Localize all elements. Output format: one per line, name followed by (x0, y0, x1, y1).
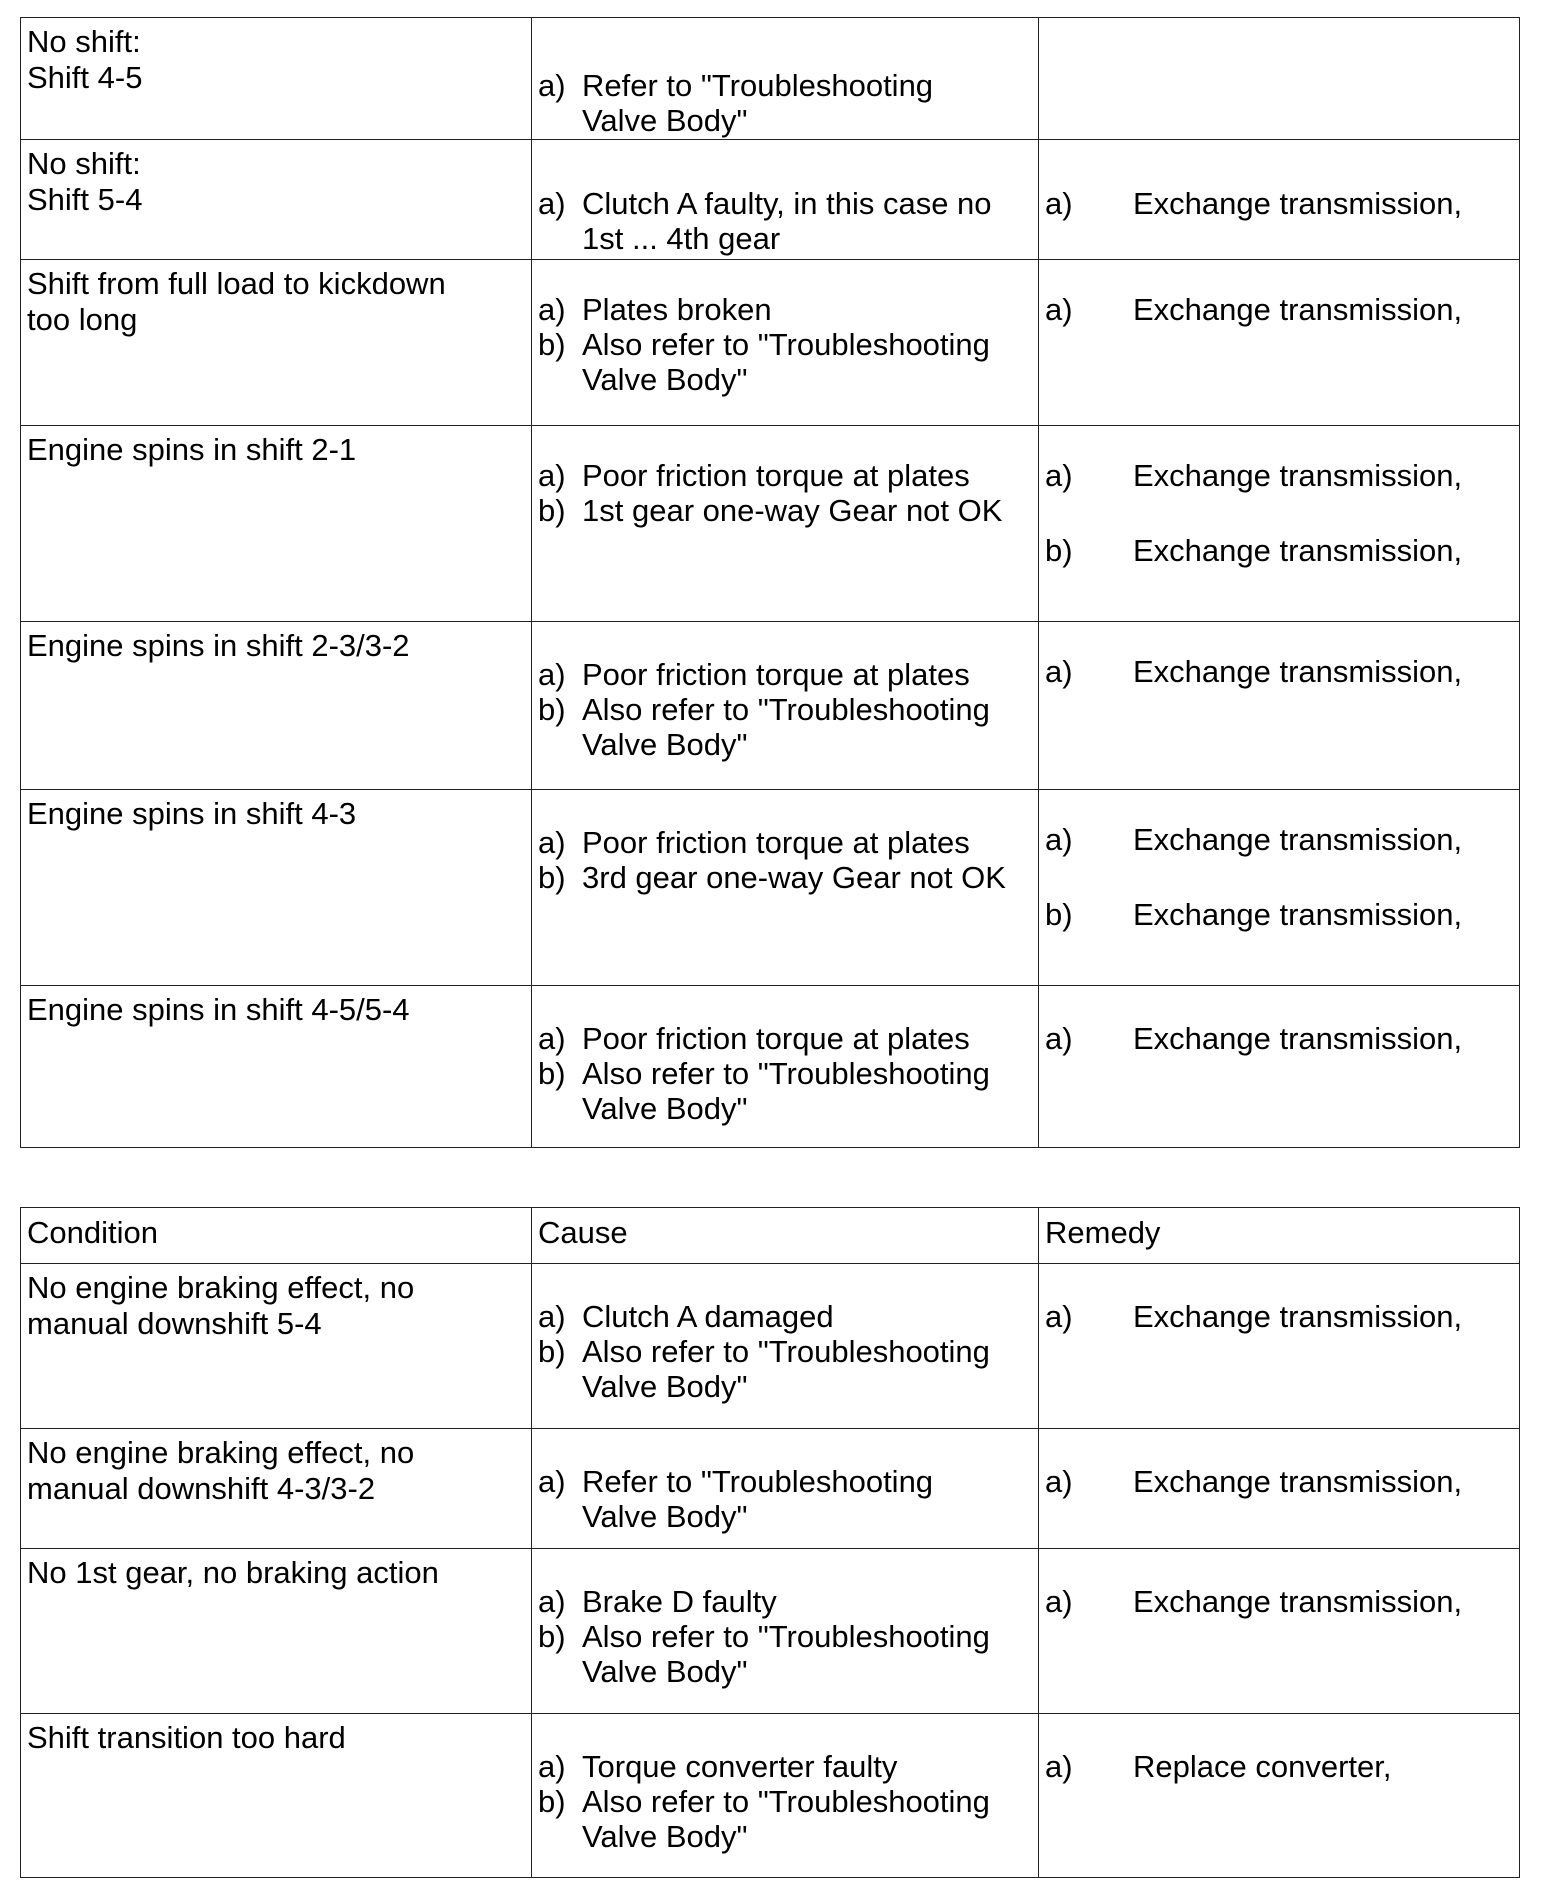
remedy-text: Exchange transmission, (1133, 897, 1463, 932)
remedy-text: Exchange transmission, (1133, 654, 1463, 689)
cause-text: Torque converter faulty (582, 1749, 898, 1784)
cause-text: Refer to "Troubleshooting (582, 1464, 934, 1499)
cause-cell (531, 1714, 1038, 1877)
remedy-item (1045, 186, 1521, 221)
cause-marker: a) (538, 657, 566, 692)
remedy-marker: a) (1045, 186, 1073, 221)
cause-marker: a) (538, 1299, 566, 1334)
cause-text: Refer to "Troubleshooting (582, 68, 934, 103)
table-row (20, 986, 1520, 1148)
cause-text: Clutch A faulty, in this case no (582, 186, 992, 221)
condition-text: Shift transition too hard (27, 1720, 346, 1755)
remedy-text: Exchange transmission, (1133, 1464, 1463, 1499)
cause-item (538, 1619, 1038, 1689)
table-header-row (20, 1208, 1520, 1264)
cause-text: Valve Body" (582, 1819, 748, 1854)
table-row (20, 1264, 1520, 1429)
cause-cell (531, 18, 1038, 139)
cause-text: Also refer to "Troubleshooting (582, 327, 990, 362)
condition-text: too long (27, 302, 138, 337)
cause-cell (531, 1429, 1038, 1548)
cause-marker: a) (538, 68, 566, 103)
table-row (20, 140, 1520, 260)
cause-text: Clutch A damaged (582, 1299, 834, 1334)
remedy-cell (1038, 1264, 1521, 1428)
cause-text: Poor friction torque at plates (582, 825, 970, 860)
remedy-text: Exchange transmission, (1133, 1299, 1463, 1334)
cause-cell (531, 260, 1038, 425)
cause-cell (531, 426, 1038, 621)
cause-marker: b) (538, 1619, 566, 1654)
remedy-cell (1038, 18, 1521, 139)
cause-cell (531, 986, 1038, 1147)
cause-marker: a) (538, 1021, 566, 1056)
remedy-marker: a) (1045, 1749, 1073, 1784)
cause-item (538, 327, 1038, 397)
remedy-item (1045, 897, 1521, 932)
cause-item (538, 1299, 1038, 1334)
condition-cell (21, 260, 531, 425)
cause-item (538, 68, 1038, 138)
remedy-item (1045, 292, 1521, 327)
cause-item (538, 186, 1038, 256)
cause-marker: a) (538, 1584, 566, 1619)
cause-text: 1st ... 4th gear (582, 221, 781, 256)
condition-text: Engine spins in shift 2-1 (27, 432, 357, 467)
condition-text: No engine braking effect, no (27, 1435, 415, 1470)
cause-text: Poor friction torque at plates (582, 458, 970, 493)
cause-marker: a) (538, 458, 566, 493)
cause-marker: a) (538, 186, 566, 221)
cause-text: Valve Body" (582, 727, 748, 762)
cause-text: Also refer to "Troubleshooting (582, 1619, 990, 1654)
table-row (20, 18, 1520, 140)
condition-text: manual downshift 4-3/3-2 (27, 1471, 376, 1506)
remedy-text: Exchange transmission, (1133, 1021, 1463, 1056)
condition-text: Shift 5-4 (27, 182, 143, 217)
remedy-text: Exchange transmission, (1133, 533, 1463, 568)
remedy-marker: a) (1045, 654, 1073, 689)
remedy-item (1045, 1749, 1521, 1784)
table-row (20, 790, 1520, 986)
remedy-marker: a) (1045, 1464, 1073, 1499)
condition-cell (21, 1714, 531, 1877)
condition-text: No shift: (27, 24, 141, 59)
cause-text: Brake D faulty (582, 1584, 777, 1619)
remedy-cell (1038, 426, 1521, 621)
remedy-text: Exchange transmission, (1133, 292, 1463, 327)
remedy-text: Exchange transmission, (1133, 458, 1463, 493)
cause-text: 1st gear one-way Gear not OK (582, 493, 1003, 528)
cause-marker: a) (538, 825, 566, 860)
cause-marker: a) (538, 1749, 566, 1784)
cause-text: Plates broken (582, 292, 772, 327)
cause-item (538, 860, 1038, 895)
cause-item (538, 1056, 1038, 1126)
remedy-cell (1038, 140, 1521, 259)
header-condition: Condition (27, 1215, 158, 1250)
remedy-item (1045, 654, 1521, 689)
remedy-cell (1038, 622, 1521, 789)
cause-item (538, 1334, 1038, 1404)
remedy-marker: b) (1045, 897, 1073, 932)
cause-item (538, 1784, 1038, 1854)
cause-marker: b) (538, 860, 566, 895)
remedy-text: Replace converter, (1133, 1749, 1392, 1784)
remedy-cell (1038, 986, 1521, 1147)
remedy-text: Exchange transmission, (1133, 186, 1463, 221)
cause-item (538, 1749, 1038, 1784)
troubleshooting-table-2 (20, 1207, 1520, 1878)
table-row (20, 1549, 1520, 1714)
cause-text: Also refer to "Troubleshooting (582, 1784, 990, 1819)
table-row (20, 622, 1520, 790)
condition-text: Engine spins in shift 2-3/3-2 (27, 628, 410, 663)
remedy-cell (1038, 790, 1521, 985)
condition-cell (21, 426, 531, 621)
remedy-item (1045, 1299, 1521, 1334)
table-row (20, 260, 1520, 426)
header-cause: Cause (531, 1208, 1038, 1263)
remedy-cell (1038, 1429, 1521, 1548)
table-row (20, 1429, 1520, 1549)
cause-text: Valve Body" (582, 1091, 748, 1126)
condition-text: Shift 4-5 (27, 60, 143, 95)
cause-cell (531, 1549, 1038, 1713)
remedy-cell (1038, 1549, 1521, 1713)
remedy-marker: a) (1045, 1299, 1073, 1334)
cause-cell (531, 1264, 1038, 1428)
remedy-cell (1038, 1714, 1521, 1877)
cause-text: Valve Body" (582, 1369, 748, 1404)
cause-marker: b) (538, 1784, 566, 1819)
condition-cell (21, 986, 531, 1147)
condition-cell (21, 1264, 531, 1428)
remedy-marker: a) (1045, 1021, 1073, 1056)
cause-text: Poor friction torque at plates (582, 1021, 970, 1056)
condition-cell (21, 790, 531, 985)
cause-text: Also refer to "Troubleshooting (582, 1056, 990, 1091)
condition-text: No 1st gear, no braking action (27, 1555, 439, 1590)
header-remedy: Remedy (1038, 1208, 1521, 1263)
cause-item (538, 458, 1038, 493)
cause-text: Also refer to "Troubleshooting (582, 692, 990, 727)
condition-cell (21, 18, 531, 139)
cause-marker: b) (538, 493, 566, 528)
table-row (20, 1714, 1520, 1878)
cause-item (538, 493, 1038, 528)
condition-cell (21, 622, 531, 789)
cause-marker: a) (538, 1464, 566, 1499)
remedy-cell (1038, 260, 1521, 425)
cause-cell (531, 790, 1038, 985)
remedy-marker: b) (1045, 533, 1073, 568)
remedy-marker: a) (1045, 292, 1073, 327)
remedy-text: Exchange transmission, (1133, 1584, 1463, 1619)
condition-cell (21, 1429, 531, 1548)
condition-text: Shift from full load to kickdown (27, 266, 446, 301)
cause-text: 3rd gear one-way Gear not OK (582, 860, 1006, 895)
cause-cell (531, 140, 1038, 259)
cause-item (538, 657, 1038, 692)
remedy-item (1045, 822, 1521, 857)
condition-text: manual downshift 5-4 (27, 1306, 322, 1341)
remedy-marker: a) (1045, 1584, 1073, 1619)
cause-marker: b) (538, 1056, 566, 1091)
cause-text: Valve Body" (582, 362, 748, 397)
cause-item (538, 825, 1038, 860)
cause-marker: b) (538, 1334, 566, 1369)
troubleshooting-table-1 (20, 17, 1520, 1148)
condition-cell (21, 140, 531, 259)
remedy-item (1045, 458, 1521, 493)
condition-text: No engine braking effect, no (27, 1270, 415, 1305)
condition-text: No shift: (27, 146, 141, 181)
condition-text: Engine spins in shift 4-5/5-4 (27, 992, 410, 1027)
cause-text: Valve Body" (582, 103, 748, 138)
remedy-text: Exchange transmission, (1133, 822, 1463, 857)
cause-text: Poor friction torque at plates (582, 657, 970, 692)
cause-cell (531, 622, 1038, 789)
cause-marker: b) (538, 327, 566, 362)
remedy-marker: a) (1045, 458, 1073, 493)
condition-cell (21, 1549, 531, 1713)
cause-item (538, 1021, 1038, 1056)
cause-marker: b) (538, 692, 566, 727)
table-row (20, 426, 1520, 622)
cause-item (538, 292, 1038, 327)
remedy-item (1045, 1464, 1521, 1499)
remedy-item (1045, 1021, 1521, 1056)
remedy-item (1045, 1584, 1521, 1619)
remedy-item (1045, 533, 1521, 568)
cause-text: Valve Body" (582, 1499, 748, 1534)
condition-text: Engine spins in shift 4-3 (27, 796, 357, 831)
cause-text: Valve Body" (582, 1654, 748, 1689)
cause-item (538, 1584, 1038, 1619)
cause-text: Also refer to "Troubleshooting (582, 1334, 990, 1369)
cause-item (538, 692, 1038, 762)
cause-item (538, 1464, 1038, 1534)
remedy-marker: a) (1045, 822, 1073, 857)
cause-marker: a) (538, 292, 566, 327)
